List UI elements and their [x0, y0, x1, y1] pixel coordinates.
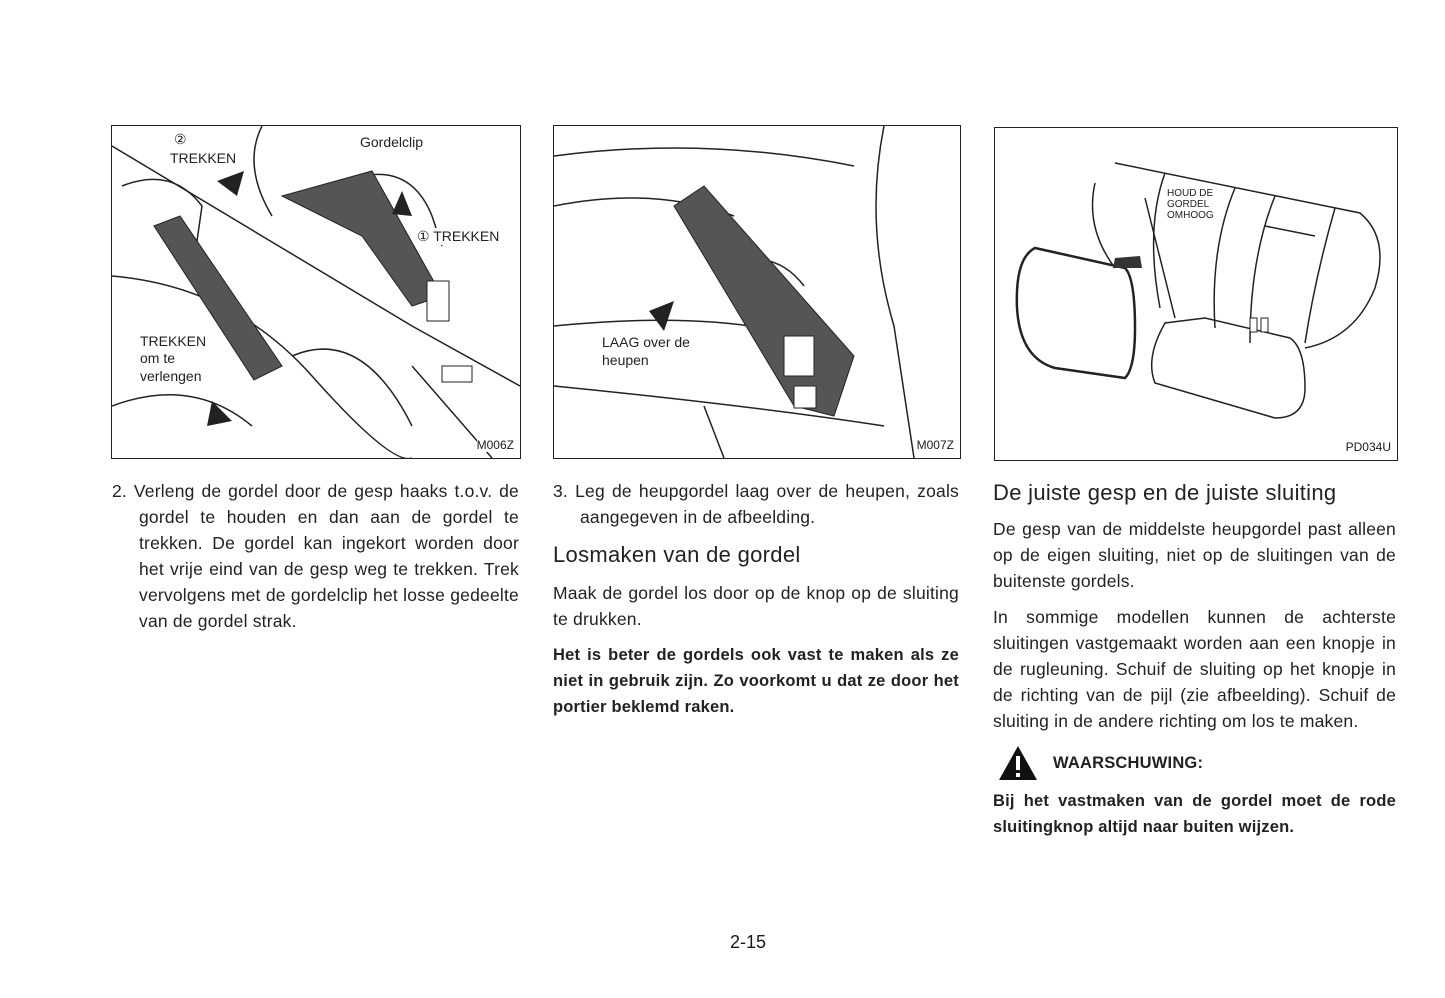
figure-code: M007Z — [916, 438, 954, 452]
section-heading: Losmaken van de gordel — [553, 542, 801, 567]
column-2 — [553, 478, 959, 730]
figure-code: PD034U — [1345, 440, 1391, 454]
column-3 — [993, 478, 1396, 850]
figure-label: ① TREKKEN — [417, 228, 500, 244]
belt-adjust-illustration — [112, 126, 520, 458]
warning-header — [997, 744, 1396, 782]
warning-text: Bij het vastmaken van de gordel moet de rode sluitingknop altijd naar buiten wijzen. — [993, 792, 1396, 836]
figure-belt-adjust — [111, 125, 521, 459]
rear-seat-illustration — [995, 128, 1397, 460]
lap-belt-illustration — [554, 126, 960, 458]
step-3-text: 3. Leg de heupgordel laag over de heupen, zoals aangegeven in de afbeelding. — [553, 481, 959, 527]
bold-note: Het is beter de gordels ook vast te maken als ze niet in gebruik zijn. Zo voorkomt u dat ze door het portier beklemd raken. — [553, 646, 959, 716]
figure-rear-seat — [994, 127, 1398, 461]
figure-code: M006Z — [476, 438, 514, 452]
figure-label: HOUD DE — [1167, 188, 1214, 199]
figure-label: LAAG over de — [602, 334, 690, 350]
paragraph: Maak de gordel los door op de knop op de sluiting te drukken. — [553, 583, 959, 629]
figure-label: om te — [140, 350, 176, 366]
warning-title: WAARSCHUWING: — [1053, 754, 1204, 772]
section-heading: De juiste gesp en de juiste sluiting — [993, 480, 1337, 505]
figure-label: verlengen — [140, 368, 202, 384]
step-2-text: 2. Verleng de gordel door de gesp haaks t.o.v. de gordel te houden en dan aan de gordel te trekken. De gordel kan ingekort worden door het vrije eind van de gesp weg te trekken. Trek vervolgens met de gordelclip het losse gedeelte van de gordel strak. — [112, 481, 519, 631]
figure-lap-belt — [553, 125, 961, 459]
warning-triangle-icon — [997, 744, 1039, 782]
figure-label: OMHOOG — [1167, 210, 1214, 221]
figure-label: TREKKEN — [170, 150, 237, 166]
figure-label: Gordelclip — [360, 134, 424, 150]
page-number: 2-15 — [730, 932, 767, 952]
column-1 — [112, 478, 519, 644]
figure-label: GORDEL — [1167, 199, 1210, 210]
paragraph: De gesp van de middelste heupgordel past alleen op de eigen sluiting, niet op de sluitingen van de buitenste gordels. — [993, 519, 1396, 591]
figure-label: TREKKEN — [140, 333, 207, 349]
figure-label: ② — [174, 131, 187, 147]
paragraph: In sommige modellen kunnen de achterste sluitingen vastgemaakt worden aan een knopje in de rugleuning. Schuif de sluiting op het knopje in de richting van de pijl (zie afbeelding). Schuif de sluiting in de andere richting om los te maken. — [993, 607, 1396, 731]
figure-label: heupen — [602, 352, 649, 368]
